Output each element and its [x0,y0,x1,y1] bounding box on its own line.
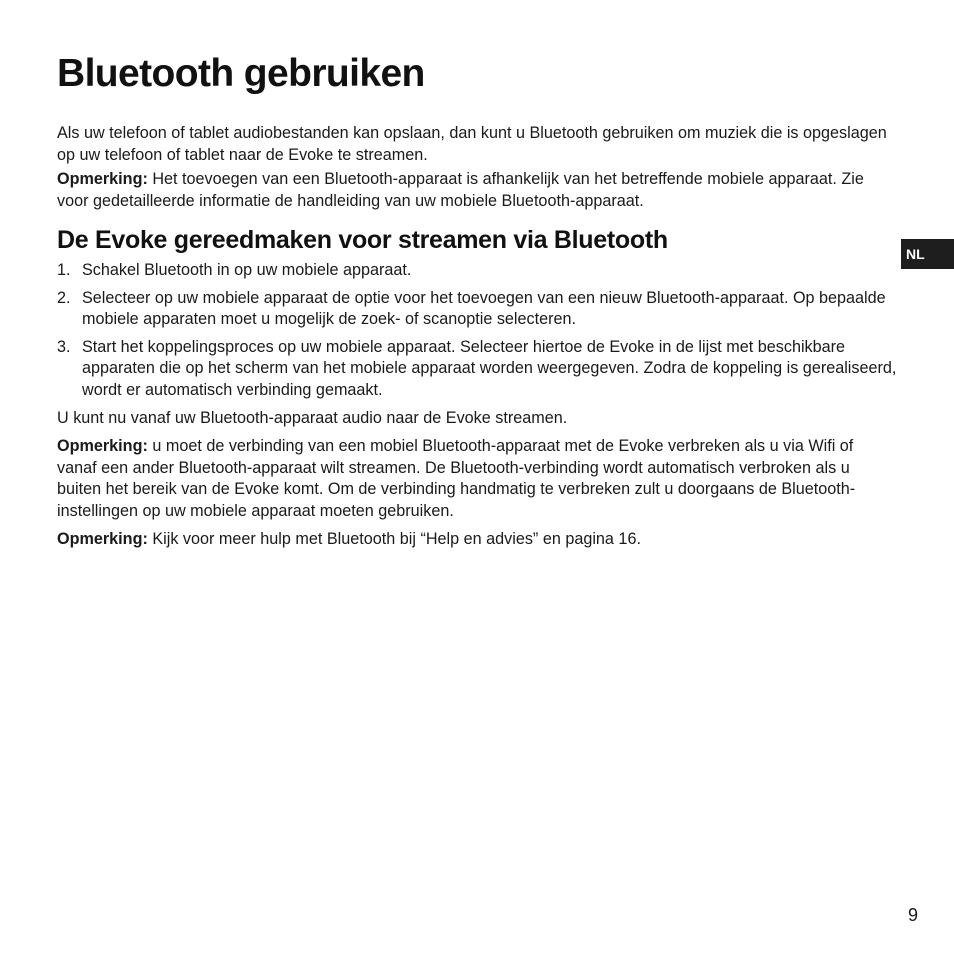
note-text: Het toevoegen van een Bluetooth-apparaat is afhankelijk van het betreffende mobiele apparaat. Zie voor gedetailleerde informatie de handleiding van uw mobiele Bluetooth-apparaat. [57,170,864,210]
list-item [57,288,897,331]
list-item [57,337,897,402]
page-title: Bluetooth gebruiken [57,52,425,95]
step-number: 2. [57,288,71,307]
note-label: Opmerking: [57,437,148,455]
note-paragraph-2 [57,436,897,522]
intro-paragraph: Als uw telefoon of tablet audiobestanden kan opslaan, dan kunt u Bluetooth gebruiken om muziek die is opgeslagen op uw telefoon of tablet naar de Evoke te streamen. [57,124,887,164]
note-label: Opmerking: [57,170,148,188]
note-label: Opmerking: [57,530,148,548]
step-number: 3. [57,337,71,356]
step-number: 1. [57,261,71,279]
step-text: Start het koppelingsproces op uw mobiele apparaat. Selecteer hiertoe de Evoke in de lijst met beschikbare apparaten die op het scherm van het mobiele apparaat worden weergegeven. Zodra de koppeling is gerealiseerd, wordt er automatisch verbinding gemaakt. [82,337,897,399]
note-paragraph-3 [57,529,897,551]
after-steps-paragraph: U kunt nu vanaf uw Bluetooth-apparaat audio naar de Evoke streamen. [57,409,568,427]
note-text: Kijk voor meer hulp met Bluetooth bij “Help en advies” en pagina 16. [147,530,641,548]
list-item [57,260,897,282]
step-text: Schakel Bluetooth in op uw mobiele apparaat. [82,261,412,279]
section-heading: De Evoke gereedmaken voor streamen via Bluetooth [57,226,668,254]
page-number: 9 [908,905,919,925]
language-tab: NL [901,239,954,269]
note-paragraph-1 [57,169,897,212]
note-text: u moet de verbinding van een mobiel Bluetooth-apparaat met de Evoke verbreken als u via Wifi of vanaf een ander Bluetooth-apparaat wilt streamen. De Bluetooth-verbinding wordt automatisch verbroken als u buiten het bereik van de Evoke komt. Om de verbinding handmatig te verbreken zult u doorgaans de Bluetooth-instellingen op uw mobiele apparaat moeten gebruiken. [57,437,856,520]
steps-list [57,260,897,407]
step-text: Selecteer op uw mobiele apparaat de optie voor het toevoegen van een nieuw Bluetooth-apparaat. Op bepaalde mobiele apparaten moet u mogelijk de zoek- of scanoptie selecteren. [82,288,886,328]
